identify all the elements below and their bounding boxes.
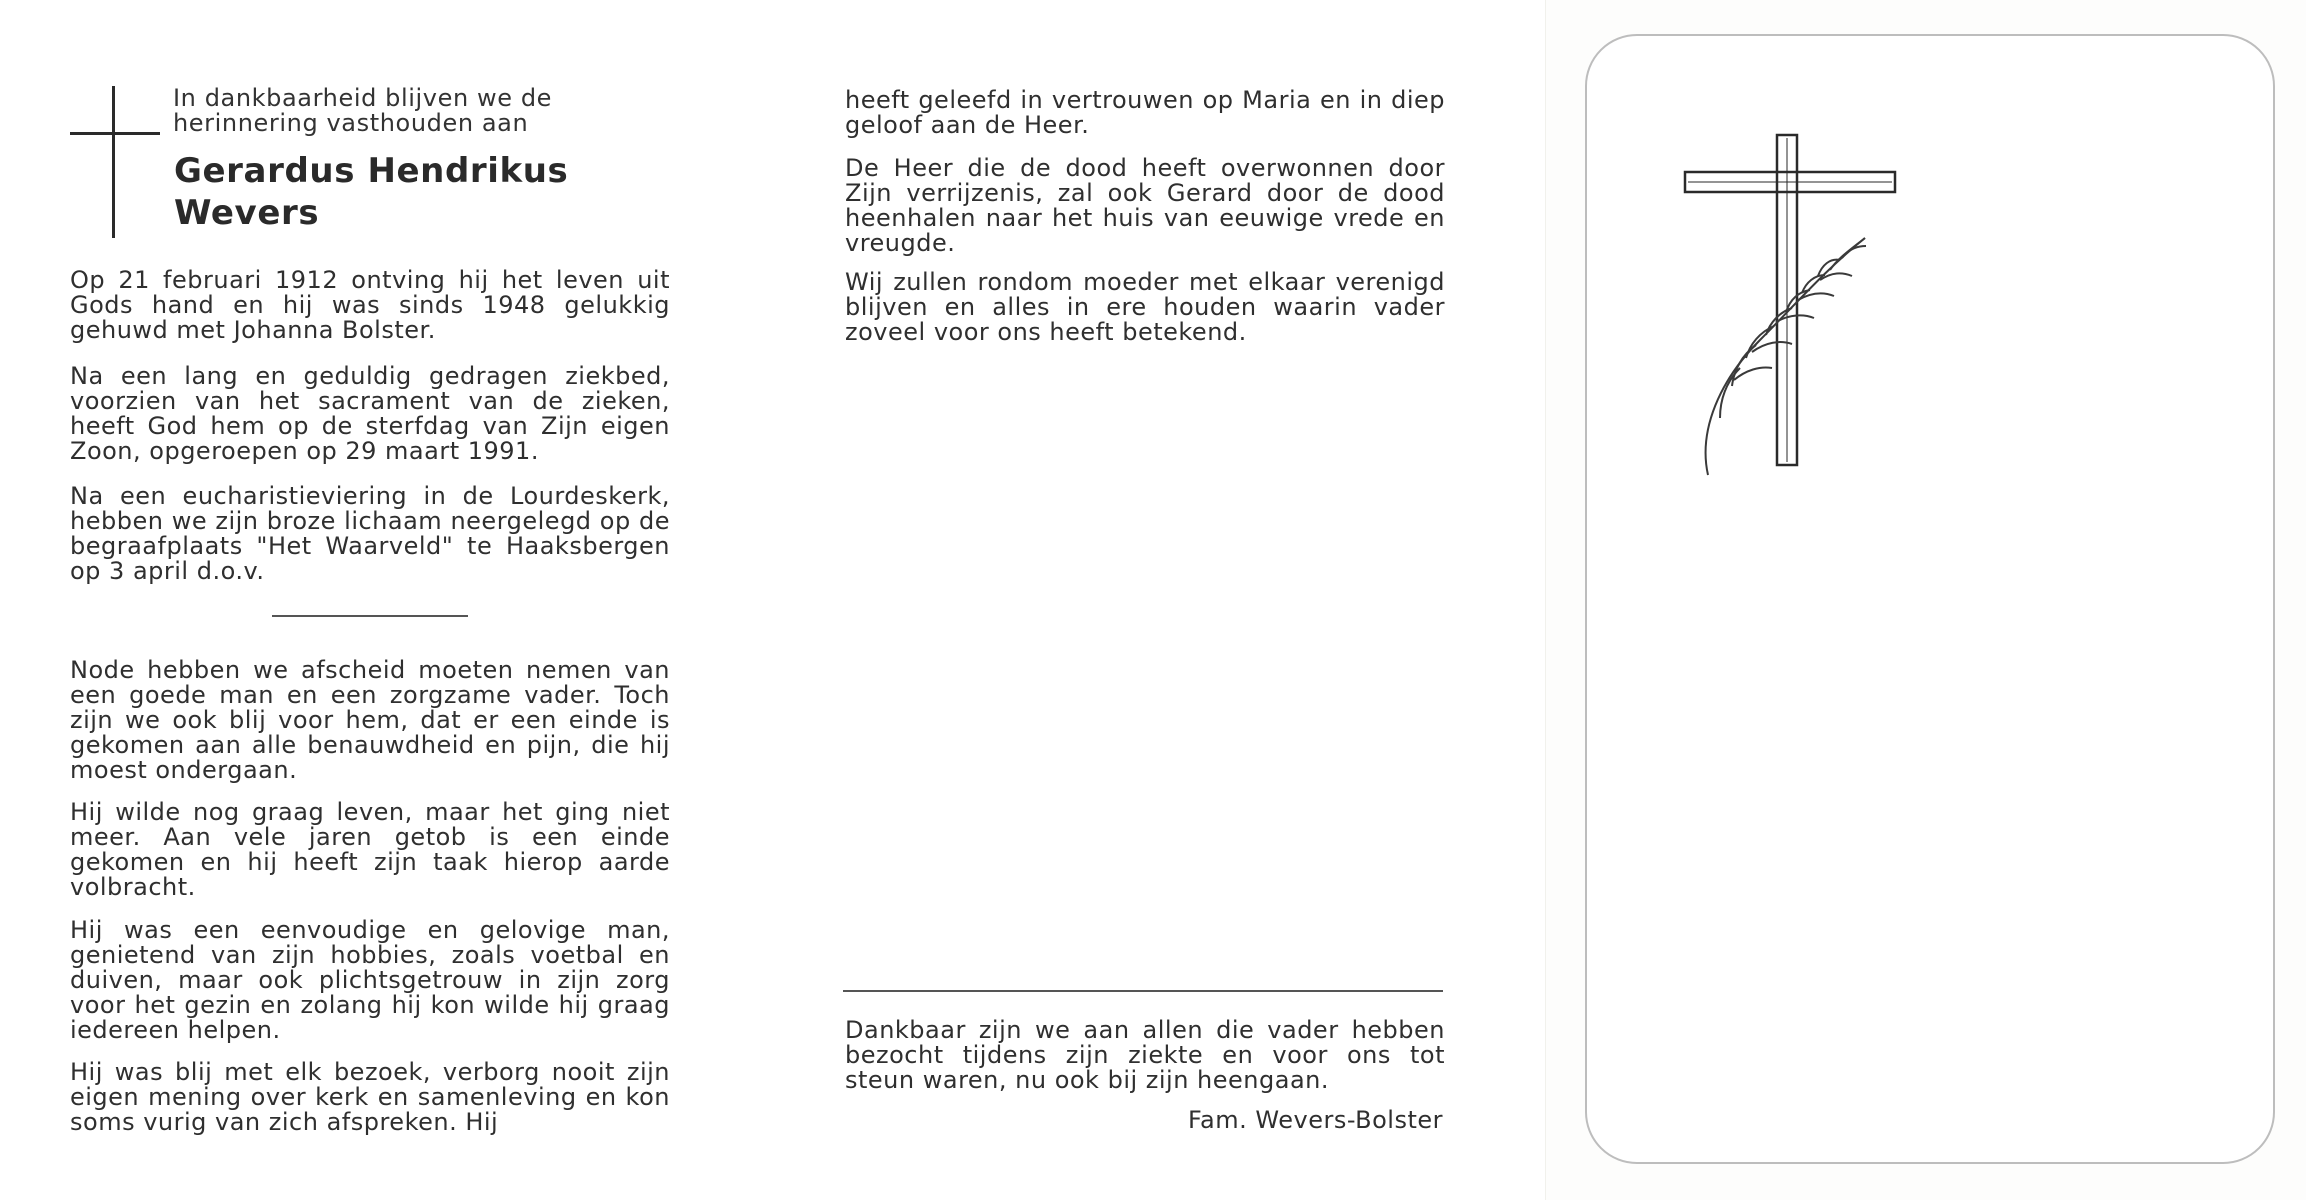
cross-with-palm-branch-icon xyxy=(1680,130,1900,480)
family-signature: Fam. Wevers-Bolster xyxy=(1187,1106,1443,1134)
paragraph-birth: Op 21 februari 1912 ontving hij het leven uit Gods hand en hij was sinds 1948 gelukkig gehuwd met Johanna Bolster. xyxy=(70,266,670,344)
deceased-name xyxy=(174,150,654,234)
paragraph-life: Hij wilde nog graag leven, maar het ging niet meer. Aan vele jaren getob is een einde gekomen en hij heeft zijn taak hierop aarde volbracht. xyxy=(70,798,670,901)
paragraph-unity: Wij zullen rondom moeder met elkaar verenigd blijven en alles in ere houden waarin vader zoveel voor ons heeft betekend. xyxy=(845,268,1445,346)
thanks-text: Dankbaar zijn we aan allen die vader hebben bezocht tijdens zijn ziekte en voor ons tot steun waren, nu ook bij zijn heengaan. xyxy=(845,1016,1445,1094)
paragraph-resurrection: De Heer die de dood heeft overwonnen door Zijn verrijzenis, zal ook Gerard door de dood heenhalen naar het huis van eeuwige vrede en vreugde. xyxy=(845,154,1445,257)
paragraph-visits: Hij was blij met elk bezoek, verborg nooit zijn eigen mening over kerk en samenleving en kon soms vurig van zich afspreken. Hij xyxy=(70,1058,670,1136)
thanks-divider xyxy=(843,990,1443,992)
fold-line xyxy=(1545,0,1546,1200)
intro-text: In dankbaarheid blijven we de herinnering vasthouden aan xyxy=(173,84,553,137)
name-line-2: Wevers xyxy=(174,193,320,233)
middle-column xyxy=(845,0,1445,1200)
paragraph-character: Hij was een eenvoudige en gelovige man, genietend van zijn hobbies, zoals voetbal en duiven, maar ook plichtsgetrouw in zijn zorg voor het gezin en zolang hij kon wilde hij graag iedereen helpen. xyxy=(70,916,670,1044)
paragraph-faith: heeft geleefd in vertrouwen op Maria en in diep geloof aan de Heer. xyxy=(845,86,1445,139)
latin-cross-icon xyxy=(70,86,160,238)
name-line-1: Gerardus Hendrikus xyxy=(174,151,569,191)
section-divider xyxy=(272,615,468,617)
paragraph-illness: Na een lang en geduldig gedragen ziekbed, voorzien van het sacrament van de zieken, heeft God hem op de sterfdag van Zijn eigen Zoon, opgeroepen op 29 maart 1991. xyxy=(70,362,670,465)
paragraph-burial: Na een eucharistieviering in de Lourdeskerk, hebben we zijn broze lichaam neergelegd op de begraafplaats "Het Waarveld" te Haaksbergen op 3 april d.o.v. xyxy=(70,482,670,585)
paragraph-farewell: Node hebben we afscheid moeten nemen van een goede man en een zorgzame vader. Toch zijn we ook blij voor hem, dat er een einde is gekomen aan alle benauwdheid en pijn, die hij moest ondergaan. xyxy=(70,656,670,784)
